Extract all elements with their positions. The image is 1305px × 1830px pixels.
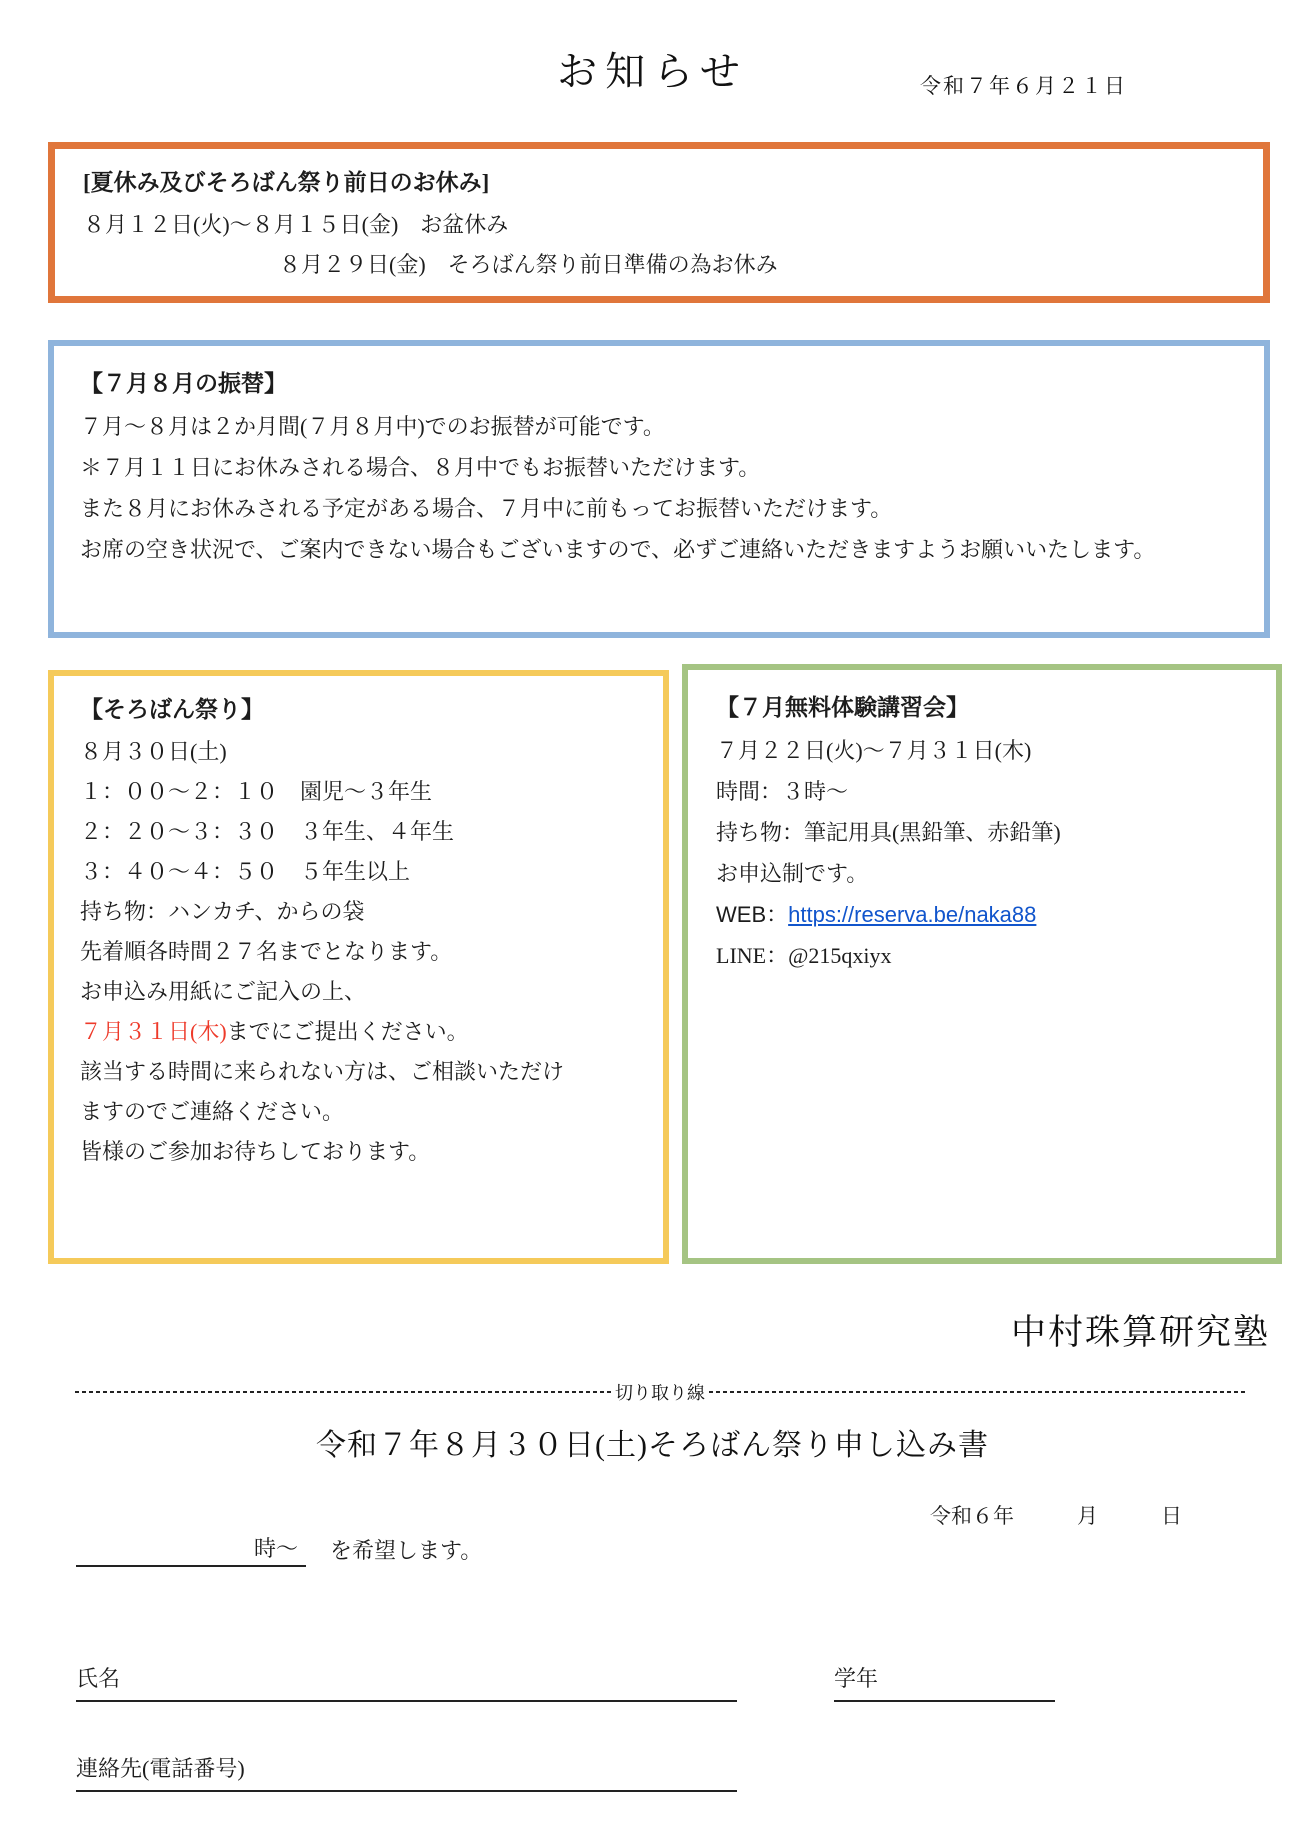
summer-holiday-heading: [夏休み及びそろばん祭り前日のお休み] bbox=[83, 170, 490, 195]
festival-capacity: 先着順各時間２７名までとなります。 bbox=[80, 939, 453, 964]
makeup-note: お席の空き状況で、ご案内できない場合もございますので、必ずご連絡いただきますようお願いいたします。 bbox=[80, 537, 1156, 562]
wish-time-text: を希望します。 bbox=[330, 1538, 483, 1563]
summer-holiday-box bbox=[48, 142, 1270, 303]
cut-line bbox=[75, 1380, 1245, 1404]
festival-items: 持ち物：ハンカチ、からの袋 bbox=[80, 899, 365, 924]
trial-date: ７月２２日(火)～７月３１日(木) bbox=[716, 738, 1032, 763]
line-id: @215qxiyx bbox=[788, 943, 892, 968]
grade-label: 学年 bbox=[834, 1666, 879, 1691]
festival-closing: 皆様のご参加お待ちしております。 bbox=[80, 1139, 431, 1164]
festival-eve-holiday-line: ８月２９日(金) そろばん祭り前日準備の為お休み bbox=[279, 252, 778, 277]
trial-web-line bbox=[716, 894, 1248, 935]
festival-deadline-rest: までにご提出ください。 bbox=[226, 1019, 469, 1044]
festival-deadline-date: ７月３１日(木) bbox=[80, 1019, 227, 1044]
trial-heading: 【７月無料体験講習会】 bbox=[716, 695, 969, 720]
reservation-link[interactable]: https://reserva.be/naka88 bbox=[788, 902, 1037, 927]
application-date-line: 令和６年 月 日 bbox=[930, 1504, 1182, 1528]
makeup-line-1: ７月～８月は２か月間(７月８月中)でのお振替が可能です。 bbox=[80, 414, 665, 439]
makeup-line-2: ＊７月１１日にお休みされる場合、８月中でもお振替いただけます。 bbox=[80, 455, 761, 480]
name-field bbox=[76, 1662, 737, 1702]
wish-time-row bbox=[76, 1532, 482, 1567]
school-name: 中村珠算研究塾 bbox=[1010, 1313, 1270, 1352]
festival-consult-2: ますのでご連絡ください。 bbox=[80, 1099, 345, 1124]
festival-date: ８月３０日(土) bbox=[80, 739, 227, 764]
web-label: WEB： bbox=[716, 902, 789, 927]
festival-slot-2: ２：２０～３：３０ ３年生、４年生 bbox=[80, 819, 455, 844]
grade-field bbox=[834, 1662, 1055, 1702]
trial-time: 時間：３時～ bbox=[716, 779, 849, 804]
trial-line-line bbox=[716, 935, 1248, 976]
festival-consult-1: 該当する時間に来られない方は、ご相談いただけ bbox=[80, 1059, 565, 1084]
makeup-line-3: また８月にお休みされる予定がある場合、７月中に前もってお振替いただけます。 bbox=[80, 496, 893, 521]
contact-label: 連絡先(電話番号) bbox=[76, 1756, 245, 1781]
trial-session-box bbox=[682, 664, 1282, 1264]
cut-line-label: 切り取り線 bbox=[615, 1383, 705, 1403]
cut-line-dash-right bbox=[709, 1391, 1245, 1393]
trial-items: 持ち物：筆記用具(黒鉛筆、赤鉛筆) bbox=[716, 820, 1061, 845]
page-title: お知らせ bbox=[557, 49, 748, 94]
cut-line-dash-left bbox=[75, 1391, 611, 1393]
line-label: LINE： bbox=[716, 943, 789, 968]
festival-slot-3: ３：４０～４：５０ ５年生以上 bbox=[80, 859, 411, 884]
makeup-lesson-box bbox=[48, 340, 1270, 638]
obon-holiday-line: ８月１２日(火)～８月１５日(金) お盆休み bbox=[83, 212, 509, 237]
issue-date: 令和７年６月２１日 bbox=[920, 74, 1127, 98]
festival-apply: お申込み用紙にご記入の上、 bbox=[80, 979, 367, 1004]
contact-field bbox=[76, 1752, 737, 1792]
makeup-heading: 【７月８月の振替】 bbox=[80, 371, 287, 396]
soroban-festival-box bbox=[48, 670, 669, 1264]
application-form-title: 令和７年８月３０日(土)そろばん祭り申し込み書 bbox=[316, 1429, 989, 1462]
name-label: 氏名 bbox=[76, 1666, 121, 1691]
festival-slot-1: １：００～２：１０ 園児～３年生 bbox=[80, 779, 433, 804]
festival-heading: 【そろばん祭り】 bbox=[80, 697, 264, 722]
trial-note: お申込制です。 bbox=[716, 861, 869, 886]
wish-time-blank-field: 時～ bbox=[76, 1532, 306, 1567]
festival-deadline bbox=[80, 1012, 637, 1052]
